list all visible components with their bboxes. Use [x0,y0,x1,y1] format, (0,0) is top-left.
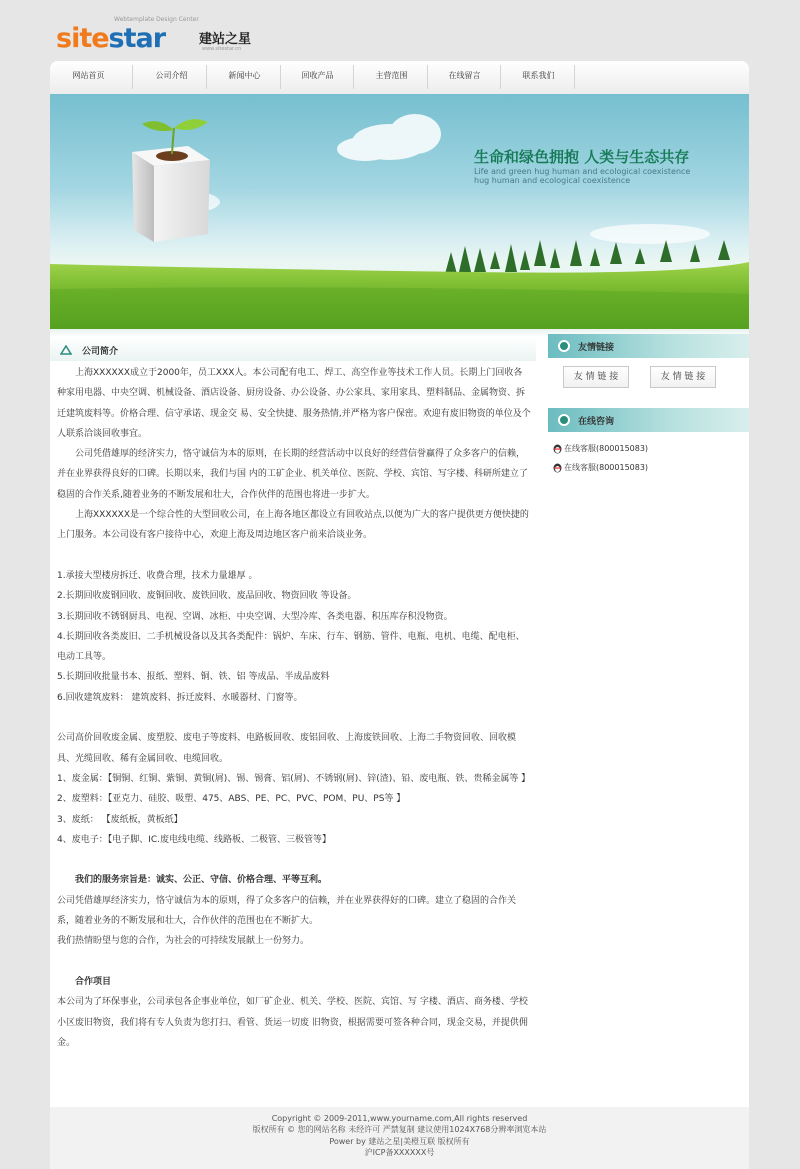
nav-divider [206,65,207,89]
service-item: 4.长期回收各类废旧、二手机械设备以及其各类配件：锅炉、车床、行车、钢筋、管件、电瓶、电机、电缆、配电柜、电动工具等。 [57,631,525,663]
service-item: 2.长期回收废钢回收、废铜回收、废铁回收、废品回收、物资回收 等设备。 [57,591,357,602]
recycle-item: 2、废塑料：【亚克力、硅胶、吸塑、475、ABS、PE、PC、PVC、POM、PU、PS等 】 [57,794,406,805]
consult-header [548,408,749,432]
nav-divider [574,65,575,89]
nav-item-contact[interactable]: 联系我们 [522,71,555,80]
blank-line [57,546,532,566]
service-tenet: 我们的服务宗旨是：诚实、公正、守信、价格合理、平等互利。 [57,875,328,886]
nav-item-news[interactable]: 新闻中心 [228,71,261,80]
intro-paragraph: 公司凭借雄厚的经济实力，恪守诚信为本的原则，在长期的经营活动中以良好的经营信誉赢得了众多客户的信赖，并在业界获得良好的口碑。长期以来，我们与国 内的工矿企业、机关单位、医院、学校、宾馆、写字楼、科研所建立了稳固的合作关系,随着业务的不断发展和壮大，合作伙伴的范围也将进一步扩大。 [57,449,528,500]
consult-title: 在线咨询 [578,417,615,427]
qq-service-label: 在线客服(800015083) [564,444,649,453]
qq-service-label: 在线客服(800015083) [564,463,649,472]
nav-item-message[interactable]: 在线留言 [448,71,481,80]
sprout-cube-icon [132,119,210,242]
logo-url: www.sitestar.cn [202,46,242,52]
blank-line [57,708,532,728]
service-item: 5.长期回收批量书本、报纸、塑料、铜、铁、铝 等成品、半成品废料 [57,672,330,683]
cooperation-title: 合作项目 [57,976,112,987]
friend-link-button[interactable]: 友 情 链 接 [650,366,716,388]
qq-penguin-icon [552,463,563,473]
blank-line [57,952,532,972]
intro-paragraph: 上海XXXXXX是一个综合性的大型回收公司，在上海各地区都设立有回收站点,以便为广大的客户提供更方便快捷的上门服务。本公司设有客户接待中心，欢迎上海及周边地区客户前来洽谈业务。 [57,510,529,541]
company-intro-header [50,337,536,361]
logo-wordmark [56,24,165,54]
recycle-paragraph: 公司高价回收废金属、废塑胶、废电子等废料、电路板回收、废铝回收、上海废铁回收、上海二手物资回收、回收模具、光缆回收、稀有金属回收、电缆回收。 [57,733,517,764]
nav-divider [132,65,133,89]
service-item: 1.承接大型楼房拆迁、收费合理，技术力量雄厚 。 [57,570,258,581]
qq-service-link[interactable] [552,443,648,454]
footer-copyright: Copyright © 2009-2011,www.yourname.com,All rights reserved [271,1114,528,1123]
site-logo[interactable] [56,16,276,56]
site-footer [50,1107,749,1169]
links-title: 友情链接 [578,343,615,353]
nav-item-home[interactable]: 网站首页 [72,71,105,80]
main-nav [50,61,749,95]
nav-item-business[interactable]: 主营范围 [375,71,408,80]
circle-icon [558,414,570,426]
logo-wordmark-part1: site [56,23,109,54]
qq-service-link[interactable] [552,462,648,473]
service-item: 6.回收建筑废料： 建筑废料、拆迁废料、水暖器材、门窗等。 [57,692,303,703]
logo-chinese-name: 建站之星 [199,32,252,47]
footer-powered-by[interactable]: Power by 建站之星|美橙互联 版权所有 [329,1136,470,1146]
banner-subtitle-line1: Life and green hug human and ecological coexistence [474,167,691,176]
recycle-item: 3、废纸： 【废纸板，黄板纸】 [57,814,183,825]
nav-item-products[interactable]: 回收产品 [301,71,334,80]
blank-line [57,850,532,870]
links-header [548,334,749,358]
qq-penguin-icon [552,444,563,454]
footer-rights: 版权所有 © 您的网站名称 未经许可 严禁复制 建议使用1024X768分辨率浏览本站 [252,1125,547,1135]
nav-divider [500,65,501,89]
tenet-paragraph: 我们热情盼望与您的合作，为社会的可持续发展献上一份努力。 [57,936,310,947]
nav-divider [353,65,354,89]
cooperation-paragraph: 本公司为了环保事业，公司承包各企事业单位，如厂矿企业、机关、学校、医院、宾馆、写 字楼、酒店、商务楼、学校小区废旧物资，我们将有专人负责为您打扫、看管、货运一切废 旧物资，根据需要可签各种合同，现金交易，并提供佣金。 [57,997,528,1048]
recycle-item: 1、废金属：【铜铜、红铜、紫铜、黄铜(屑)、锡、锡膏、铝(屑)、不锈钢(屑)、锌(渣)、铅、废电瓶、铁、贵稀金属等 】 [57,773,531,784]
page-container [50,61,749,1169]
cloud-icon [337,114,441,161]
triangle-icon [60,345,72,355]
intro-paragraph: 上海XXXXXX成立于2000年，员工XXX人。本公司配有电工、焊工、高空作业等技术工作人员。长期上门回收各 种家用电器、中央空调、机械设备、酒店设备、厨房设备、办公设备、办公家具、家用家具、塑料制品、金属物资、拆迁建筑废料等。价格合理、信守承诺、现金交 易、安全快捷、服务热情,并严格为客户保密。欢迎有废旧物资的单位及个人联系洽谈回收事宜。 [57,368,531,439]
circle-icon [558,340,570,352]
hero-banner [50,94,749,329]
recycle-item: 4、废电子：【电子脚、IC.废电线电缆、线路板、二极管、三极管等】 [57,834,332,845]
nav-item-about[interactable]: 公司介绍 [155,71,188,80]
banner-subtitle [474,167,690,185]
footer-icp[interactable]: 沪ICP备XXXXXX号 [364,1147,435,1157]
logo-tagline: Webtemplate Design Center [114,16,199,23]
banner-illustration [50,94,749,329]
section-title: 公司简介 [82,347,119,357]
banner-title: 生命和绿色拥抱 人类与生态共存 [474,148,690,166]
logo-wordmark-part2: star [108,23,166,54]
company-intro-content [57,363,532,1053]
banner-subtitle-line2: hug human and ecological coexistence [474,176,631,185]
tenet-paragraph: 公司凭借雄厚经济实力，恪守诚信为本的原则，得了众多客户的信赖，并在业界获得好的口碑。建立了稳固的合作关系，随着业务的不断发展和壮大，合作伙伴的范围也在不断扩大。 [57,895,517,927]
service-item: 3.长期回收不锈钢厨具、电视、空调、冰柜、中央空调、大型冷库、各类电器、积压库存积没物资。 [57,611,453,622]
friend-link-button[interactable]: 友 情 链 接 [563,366,629,388]
